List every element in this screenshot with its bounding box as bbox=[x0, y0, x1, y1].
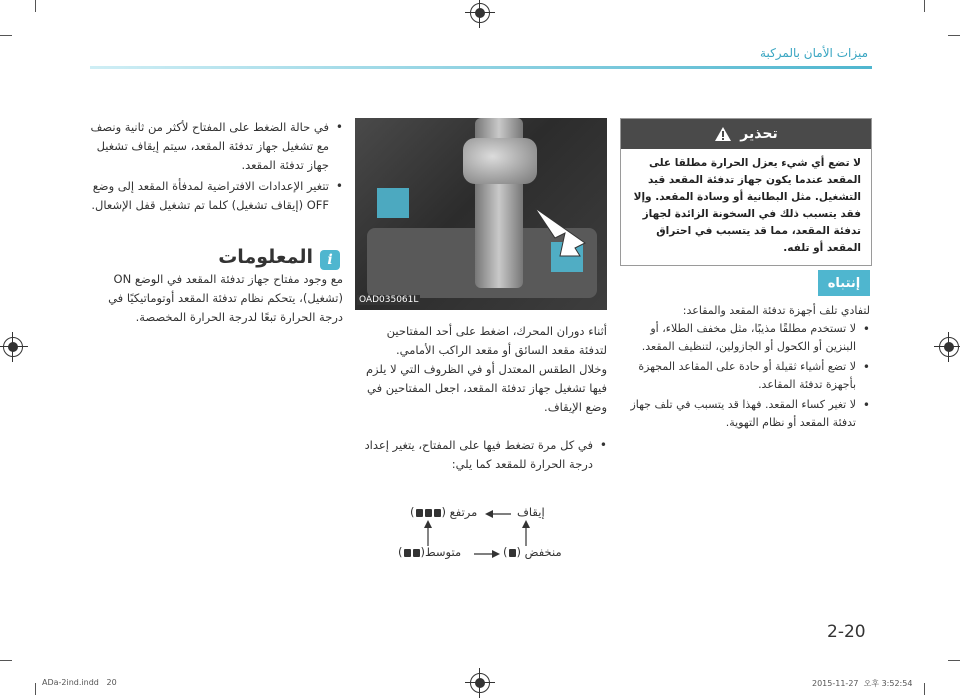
arrow-up-icon bbox=[520, 520, 532, 546]
warning-text: لا تضع أي شيء يعزل الحرارة مطلقا على المقعد عندما يكون جهاز تدفئة المقعد قيد التشغيل. مثل البطانية أو وسادة المقعد. وإلا فقد يتسبب ذلك في السخونة الزائدة لجهاز تدفئة المقعد، مما قد يتسبب في احتراق المقعد أو تلفه. bbox=[633, 157, 861, 254]
intro-text: أثناء دوران المحرك، اضغط على أحد المفتاحين لتدفئة مقعد السائق أو مقعد الراكب الأمامي. bbox=[386, 324, 607, 357]
list-item: • لا تغير كساء المقعد. فهذا قد يتسبب في تلف جهاز تدفئة المقعد أو نظام التهوية. bbox=[620, 396, 870, 432]
info-icon: i bbox=[320, 250, 340, 270]
caution-intro: لتفادي تلف أجهزة تدفئة المقعد والمقاعد: bbox=[682, 304, 870, 317]
seat-low-indicator: ( ) منخفض bbox=[503, 545, 562, 559]
photo-code: OAD035061L bbox=[359, 295, 419, 305]
crop-mark bbox=[948, 35, 960, 36]
crop-mark bbox=[924, 0, 925, 12]
caution-body bbox=[620, 302, 870, 434]
left-bullets bbox=[88, 118, 343, 217]
crop-mark bbox=[35, 683, 36, 695]
seat-heater-switch-photo bbox=[355, 118, 607, 310]
passenger-heater-button-highlight bbox=[377, 188, 409, 218]
header-rule bbox=[90, 66, 872, 69]
section-title: ميزات الأمان بالمركبة bbox=[760, 46, 868, 60]
crop-mark bbox=[35, 0, 36, 12]
list-item: • في حالة الضغط على المفتاح لأكثر من ثانية ونصف مع تشغيل جهاز تدفئة المقعد، سيتم إيقاف تشغيل جهاز تدفئة المقعد. bbox=[88, 118, 343, 175]
list-item: • لا تضع أشياء ثقيلة أو حادة على المقاعد المجهزة بأجهزة تدفئة المقاعد. bbox=[620, 358, 870, 394]
off-label: إيقاف bbox=[517, 505, 545, 519]
crop-mark bbox=[924, 683, 925, 695]
seat-medium-indicator: ( )متوسط bbox=[398, 545, 462, 559]
footer-timestamp: 2015-11-27 오후 3:52:54 bbox=[812, 679, 913, 688]
info-heading: المعلومات bbox=[218, 246, 313, 268]
warning-box bbox=[620, 118, 872, 266]
crop-mark bbox=[0, 35, 12, 36]
registration-target-icon bbox=[470, 673, 490, 693]
arrow-icon bbox=[525, 198, 595, 258]
crop-mark bbox=[0, 660, 12, 661]
registration-target-icon bbox=[470, 3, 490, 23]
arrow-up-icon bbox=[422, 520, 434, 546]
arrow-right-icon bbox=[472, 548, 500, 560]
registration-target-icon bbox=[3, 337, 23, 357]
info-text: مع وجود مفتاح جهاز تدفئة المقعد في الوضع ON (تشغيل)، يتحكم نظام تدفئة المقعد أوتوماتيكيًا في درجة الحرارة تبعًا لدرجة الحرارة المخصصة. bbox=[108, 272, 343, 324]
cycle-bullet: • في كل مرة تضغط فيها على المفتاح، يتغير إعداد درجة الحرارة للمقعد كما يلي: bbox=[355, 436, 607, 476]
page-number: 2-20 bbox=[827, 622, 866, 642]
footer-file: ADa-2ind.indd 20 bbox=[42, 678, 117, 687]
list-item: • لا تستخدم مطلقًا مذيبًا، مثل مخفف الطلاء، أو البنزين أو الكحول أو الجازولين، لتنظيف المقعد. bbox=[620, 320, 870, 356]
intro-text-2: وخلال الطقس المعتدل أو في الظروف التي لا يلزم فيها تشغيل جهاز تدفئة المقعد، اجعل المفتاحين في وضع الإيقاف. bbox=[365, 362, 607, 414]
warning-triangle-icon bbox=[714, 126, 732, 142]
caution-header: إنتباه bbox=[818, 270, 870, 296]
seat-high-indicator: ( ) مرتفع bbox=[410, 505, 478, 519]
warning-header bbox=[621, 119, 871, 149]
warning-title: تحذير bbox=[740, 126, 778, 142]
arrow-left-icon bbox=[485, 508, 513, 520]
crop-mark bbox=[948, 660, 960, 661]
registration-target-icon bbox=[939, 337, 959, 357]
list-item: • تتغير الإعدادات الافتراضية لمدفأة المقعد إلى وضع OFF (إيقاف تشغيل) كلما تم تشغيل قفل الإشعال. bbox=[88, 177, 343, 215]
